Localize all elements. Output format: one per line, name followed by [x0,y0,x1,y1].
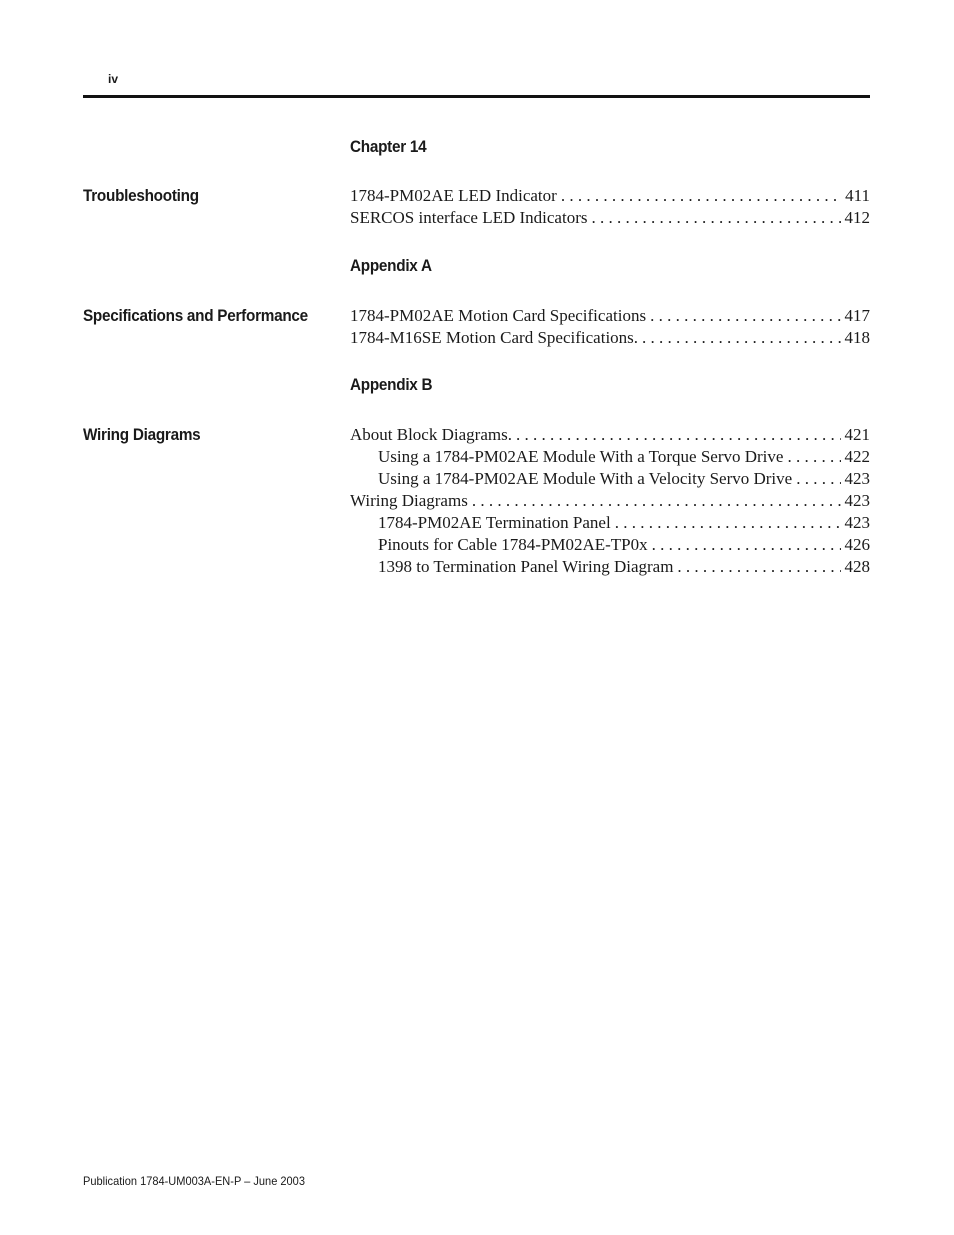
toc-leader-dots [787,446,840,468]
toc-entry-text: About Block Diagrams. [350,425,512,444]
toc-entry-page: 426 [844,535,870,554]
toc-entry-page: 412 [844,208,870,227]
toc-entry[interactable] [350,534,870,556]
toc-entry-text: 1784-PM02AE Termination Panel [378,513,611,532]
toc-entry-text: SERCOS interface LED Indicators [350,208,588,227]
toc-entry[interactable] [350,556,870,578]
toc-leader-dots [561,185,841,207]
toc-entry[interactable] [350,185,870,207]
toc-leader-dots [642,327,840,349]
publication-footer: Publication 1784-UM003A-EN-P – June 2003 [83,1174,305,1188]
toc-leader-dots [615,512,841,534]
toc-entry-text: Wiring Diagrams [350,491,468,510]
toc-entry-page: 411 [845,186,870,205]
section-heading-chapter-14: Chapter 14 [350,137,427,156]
toc-entry[interactable] [350,207,870,229]
page-number: iv [108,72,119,86]
toc-entry-page: 423 [844,469,870,488]
section-heading-appendix-a: Appendix A [350,256,432,275]
toc-entry-page: 423 [844,491,870,510]
header-rule [83,95,870,98]
toc-entry[interactable] [350,327,870,349]
toc-entry-page: 417 [844,306,870,325]
toc-leader-dots [650,305,840,327]
toc-entry-text: 1398 to Termination Panel Wiring Diagram [378,557,674,576]
toc-leader-dots [472,490,841,512]
toc-entry-page: 423 [844,513,870,532]
toc-entry[interactable] [350,446,870,468]
toc-entry-text: 1784-PM02AE Motion Card Specifications [350,306,647,325]
toc-entry[interactable] [350,512,870,534]
section-heading-appendix-b: Appendix B [350,375,433,394]
toc-entry-text: Using a 1784-PM02AE Module With a Velocity Servo Drive [378,469,793,488]
toc-entry-page: 421 [844,425,870,444]
toc-entry-text: Using a 1784-PM02AE Module With a Torque Servo Drive [378,447,784,466]
toc-leader-dots [516,424,841,446]
toc-entry-page: 422 [844,447,870,466]
toc-leader-dots [591,207,840,229]
toc-entry-text: 1784-PM02AE LED Indicator [350,186,557,205]
toc-leader-dots [677,556,840,578]
section-title-wiring-diagrams: Wiring Diagrams [83,425,201,444]
section-title-troubleshooting: Troubleshooting [83,186,199,205]
toc-leader-dots [652,534,841,556]
toc-entry[interactable] [350,424,870,446]
toc-entry-page: 428 [844,557,870,576]
toc-list-appendix-b [350,424,870,578]
toc-list-appendix-a [350,305,870,349]
toc-list-chapter-14 [350,185,870,229]
toc-entry-page: 418 [844,328,870,347]
toc-entry[interactable] [350,468,870,490]
toc-entry-text: Pinouts for Cable 1784-PM02AE-TP0x [378,535,648,554]
toc-leader-dots [796,468,840,490]
toc-entry[interactable] [350,490,870,512]
section-title-specifications: Specifications and Performance [83,306,308,325]
toc-entry-text: 1784-M16SE Motion Card Specifications. [350,328,639,347]
toc-entry[interactable] [350,305,870,327]
